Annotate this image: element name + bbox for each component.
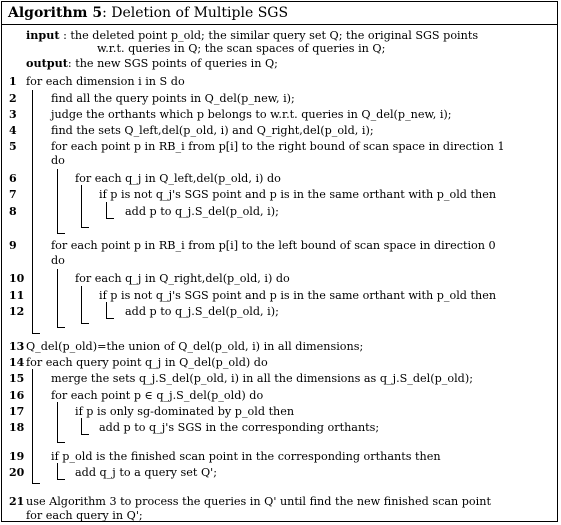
title-separator: :	[102, 5, 112, 21]
algo-line-14: for each query point q_j in Q_del(p_old) do	[26, 356, 268, 369]
line-number: 4	[9, 124, 17, 137]
title-rule	[2, 24, 557, 25]
line-number: 9	[9, 239, 17, 252]
algo-line-11: if p is not q_j's SGS point and p is in the same orthant with p_old then	[99, 289, 497, 302]
algo-line-21-cont: for each query in Q';	[26, 509, 143, 522]
block-bar-for-14	[32, 369, 33, 483]
block-bar-for-10	[81, 286, 82, 323]
line-number: 1	[9, 75, 17, 88]
line-number: 19	[9, 450, 25, 463]
algorithm-label: Algorithm 5	[8, 5, 103, 21]
line-number: 21	[9, 495, 25, 508]
line-number: 8	[9, 205, 17, 218]
line-number: 2	[9, 92, 17, 105]
line-number: 16	[9, 389, 25, 402]
algo-line-13: Q_del(p_old)=the union of Q_del(p_old, i) in all dimensions;	[26, 340, 364, 353]
algorithm-title	[8, 5, 288, 21]
line-number: 10	[9, 272, 25, 285]
input-line-1	[26, 29, 478, 42]
block-bar-for-6	[81, 185, 82, 227]
algorithm-name: Deletion of Multiple SGS	[111, 5, 289, 21]
line-number: 3	[9, 108, 17, 121]
block-bar-if-7	[106, 202, 107, 218]
algo-line-5: for each point p in RB_i from p[i] to the right bound of scan space in direction 1	[51, 140, 505, 153]
algo-line-8: add p to q_j.S_del(p_old, i);	[125, 205, 279, 218]
algo-line-15: merge the sets q_j.S_del(p_old, i) in all the dimensions as q_j.S_del(p_old);	[51, 372, 473, 385]
block-end-for-6	[81, 227, 89, 228]
algo-line-18: add p to q_j's SGS in the corresponding orthants;	[99, 421, 380, 434]
input-text-1: the deleted point p_old; the similar query set Q; the original SGS points	[70, 29, 479, 42]
algo-line-19: if p_old is the finished scan point in the corresponding orthants then	[51, 450, 441, 463]
line-number: 5	[9, 140, 17, 153]
input-line-2: w.r.t. queries in Q; the scan spaces of queries in Q;	[97, 42, 386, 55]
line-number: 17	[9, 405, 25, 418]
block-bar-for-9	[57, 269, 58, 327]
block-end-if-11	[106, 318, 114, 319]
line-number: 13	[9, 340, 25, 353]
block-end-if-19	[57, 479, 65, 480]
algo-line-9-do: do	[51, 254, 65, 267]
algorithm-box	[1, 1, 558, 522]
block-end-if-17	[81, 434, 89, 435]
line-number: 7	[9, 188, 17, 201]
block-bar-if-19	[57, 463, 58, 479]
algo-line-1: for each dimension i in S do	[26, 75, 185, 88]
block-end-if-7	[106, 218, 114, 219]
algo-line-12: add p to q_j.S_del(p_old, i);	[125, 305, 279, 318]
output-keyword: output	[26, 56, 68, 70]
line-number: 20	[9, 466, 25, 479]
line-number: 11	[9, 289, 25, 302]
algo-line-2: find all the query points in Q_del(p_new, i);	[51, 92, 295, 105]
block-end-for-16	[57, 442, 65, 443]
block-end-for-10	[81, 323, 89, 324]
algo-line-7: if p is not q_j's SGS point and p is in the same orthant with p_old then	[99, 188, 497, 201]
block-end-for-1	[32, 333, 40, 334]
algo-line-6: for each q_j in Q_left,del(p_old, i) do	[75, 172, 281, 185]
line-number: 14	[9, 356, 25, 369]
line-number: 15	[9, 372, 25, 385]
block-bar-if-11	[106, 302, 107, 318]
algo-line-20: add q_j to a query set Q';	[75, 466, 217, 479]
block-end-for-5	[57, 233, 65, 234]
line-number: 12	[9, 305, 25, 318]
algo-line-3: judge the orthants which p belongs to w.r.t. queries in Q_del(p_new, i);	[51, 108, 452, 121]
output-line	[26, 57, 278, 70]
block-end-for-9	[57, 327, 65, 328]
block-bar-for-1	[32, 90, 33, 333]
algo-line-16: for each point p ∈ q_j.S_del(p_old) do	[51, 389, 264, 402]
input-colon: :	[59, 29, 71, 42]
input-keyword: input	[26, 28, 60, 42]
algo-line-10: for each q_j in Q_right,del(p_old, i) do	[75, 272, 290, 285]
line-number: 18	[9, 421, 25, 434]
block-bar-for-5	[57, 169, 58, 233]
algo-line-5-do: do	[51, 154, 65, 167]
algo-line-9: for each point p in RB_i from p[i] to the left bound of scan space in direction 0	[51, 239, 496, 252]
block-bar-if-17	[81, 418, 82, 434]
line-number: 6	[9, 172, 17, 185]
block-end-for-14	[32, 483, 40, 484]
block-bar-for-16	[57, 402, 58, 442]
algo-line-17: if p is only sg-dominated by p_old then	[75, 405, 295, 418]
algo-line-21: use Algorithm 3 to process the queries in Q' until find the new finished scan point	[26, 495, 491, 508]
algo-line-4: find the sets Q_left,del(p_old, i) and Q_right,del(p_old, i);	[51, 124, 374, 137]
output-text: the new SGS points of queries in Q;	[75, 57, 278, 70]
output-colon: :	[67, 57, 76, 70]
